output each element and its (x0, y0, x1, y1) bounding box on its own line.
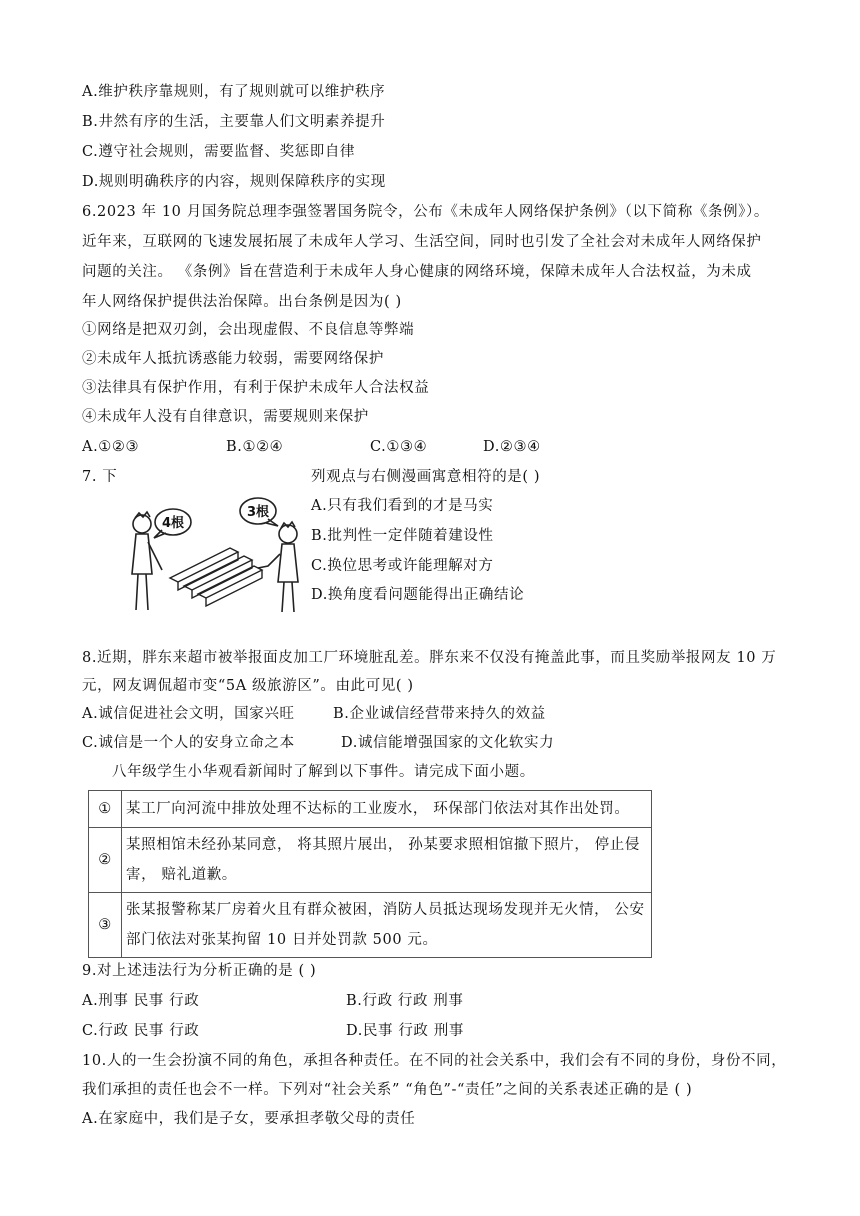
right-bubble-text: 3根 (246, 505, 270, 520)
table-row (89, 828, 652, 893)
left-person (132, 512, 162, 610)
q8-stem-line1: 8.近期，胖东来超市被举报面皮加工厂环境脏乱差。胖东来不仅没有掩盖此事，而且奖励举报网友 10 万 (82, 650, 777, 666)
event-number: ② (89, 828, 122, 893)
q6-item-3: ③法律具有保护作用，有利于保护未成年人合法权益 (82, 380, 430, 396)
q7-option-c: C.换位思考或许能理解对方 (311, 558, 494, 574)
q6-option-a: A.①②③ (82, 439, 140, 455)
q8-option-b: B.企业诚信经营带来持久的效益 (333, 706, 546, 722)
q6-item-4: ④未成年人没有自律意识，需要规则来保护 (82, 409, 369, 425)
q6-stem-line2: 近年来，互联网的飞速发展拓展了未成年人学习、生活空间，同时也引发了全社会对未成年人网络保护 (82, 234, 762, 250)
q9-stem: 9.对上述违法行为分析正确的是 ( ) (82, 963, 317, 979)
events-intro: 八年级学生小华观看新闻时了解到以下事件。请完成下面小题。 (112, 764, 535, 780)
q6-item-2: ②未成年人抵抗诱惑能力较弱，需要网络保护 (82, 351, 384, 367)
event-text-line: 某照相馆未经孙某同意， 将其照片展出， 孙某要求照相馆撤下照片， 停止侵 (126, 837, 640, 853)
q6-stem-line3: 问题的关注。 《条例》旨在营造利于未成年人身心健康的网络环境，保障未成年人合法权益，为未成 (82, 264, 752, 280)
q9-option-c: C.行政 民事 行政 (82, 1023, 200, 1039)
q6-stem-line4: 年人网络保护提供法治保障。出台条例是因为( ) (82, 294, 402, 310)
q8-option-c: C.诚信是一个人的安身立命之本 (82, 735, 295, 751)
event-text (122, 893, 652, 958)
q6-stem-line1: 6.2023 年 10 月国务院总理李强签署国务院令，公布《未成年人网络保护条例》（以下简称《条例》）。 (82, 204, 769, 220)
table-row (89, 893, 652, 958)
table-row (89, 791, 652, 828)
q8-stem-line2: 元，网友调侃超市变“5A 级旅游区”。由此可见( ) (82, 678, 414, 694)
event-text (122, 791, 652, 828)
event-text (122, 828, 652, 893)
q10-option-a: A.在家庭中，我们是子女，要承担孝敬父母的责任 (82, 1111, 416, 1127)
q5-option-b: B.井然有序的生活，主要靠人们文明素养提升 (82, 114, 386, 130)
event-number: ① (89, 791, 122, 828)
q8-option-a: A.诚信促进社会文明，国家兴旺 (82, 706, 295, 722)
event-text-line: 部门依法对张某拘留 10 日并处罚款 500 元。 (126, 932, 438, 948)
q6-option-c: C.①③④ (370, 439, 428, 455)
q7-option-a: A.只有我们看到的才是马实 (311, 498, 494, 514)
right-person (258, 522, 298, 612)
q9-option-d: D.民事 行政 刑事 (346, 1023, 464, 1039)
events-table (88, 790, 652, 958)
q5-option-d: D.规则明确秩序的内容，规则保障秩序的实现 (82, 174, 386, 190)
q9-option-a: A.刑事 民事 行政 (82, 993, 200, 1009)
q6-item-1: ①网络是把双刃剑，会出现虚假、不良信息等弊端 (82, 322, 415, 338)
q10-stem-line1: 10.人的一生会扮演不同的角色，承担各种责任。在不同的社会关系中，我们会有不同的身份，身份不同， (82, 1053, 787, 1069)
q5-option-c: C.遵守社会规则，需要监督、奖惩即自律 (82, 144, 356, 160)
q7-stem: 列观点与右侧漫画寓意相符的是( ) (311, 469, 541, 485)
q10-stem-line2: 我们承担的责任也会不一样。下列对“社会关系” “角色”-“责任”之间的关系表述正确的是 ( ) (82, 1082, 693, 1098)
q9-option-b: B.行政 行政 刑事 (346, 993, 464, 1009)
q5-option-a: A.维护秩序靠规则，有了规则就可以维护秩序 (82, 84, 386, 100)
event-text-line: 某工厂向河流中排放处理不达标的工业废水， 环保部门依法对其作出处罚。 (126, 801, 630, 817)
left-bubble-text: 4根 (161, 516, 185, 531)
event-text-line: 害， 赔礼道歉。 (126, 867, 237, 883)
event-text-line: 张某报警称某厂房着火且有群众被困，消防人员抵达现场发现并无火情， 公安 (126, 902, 645, 918)
q7-number: 7. 下 (82, 469, 118, 485)
q7-cartoon (118, 494, 308, 618)
wooden-bars (170, 548, 262, 606)
q6-option-d: D.②③④ (483, 439, 541, 455)
q8-option-d: D.诚信能增强国家的文化软实力 (341, 735, 555, 751)
event-number: ③ (89, 893, 122, 958)
q7-option-b: B.批判性一定伴随着建设性 (311, 528, 494, 544)
q7-option-d: D.换角度看问题能得出正确结论 (311, 587, 525, 603)
q6-option-b: B.①②④ (226, 439, 284, 455)
